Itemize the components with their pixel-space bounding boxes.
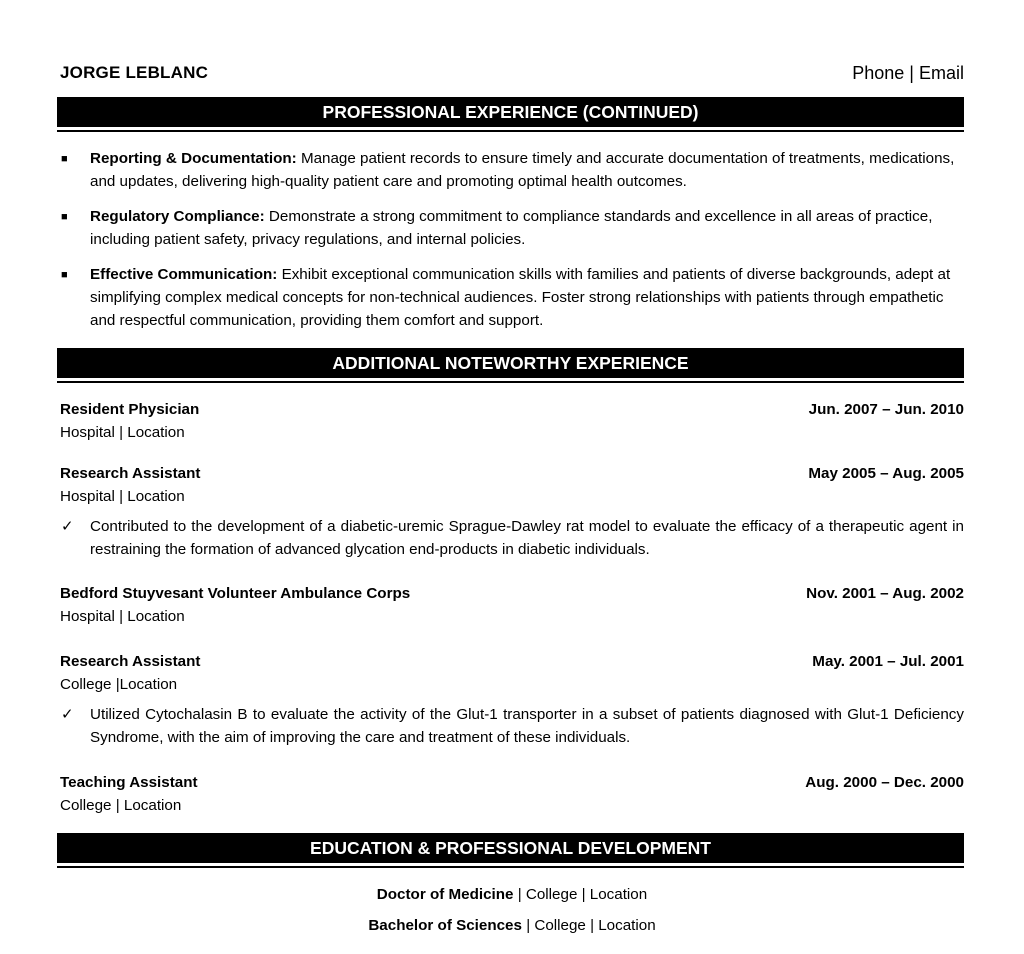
degree-name: Bachelor of Sciences [368, 917, 522, 934]
bullet-text: Demonstrate a strong commitment to compliance standards and excellence in all areas of practice, including patient safety, privacy regulations, and internal policies. [90, 208, 933, 248]
job-title: Research Assistant [60, 465, 201, 482]
resume-header [60, 60, 964, 86]
list-item [60, 147, 964, 193]
job-detail [60, 703, 964, 749]
bullet-label: Reporting & Documentation: [90, 150, 297, 167]
job-date: Aug. 2000 – Dec. 2000 [805, 774, 964, 791]
experience-bullet-list [60, 147, 964, 344]
job-place: Hospital | Location [60, 424, 185, 441]
section-heading-experience: PROFESSIONAL EXPERIENCE (CONTINUED) [57, 97, 964, 130]
degree-details: | College | Location [513, 886, 648, 903]
job-place: Hospital | Location [60, 488, 185, 505]
list-item [60, 263, 964, 332]
job-title: Teaching Assistant [60, 774, 198, 791]
job-title: Resident Physician [60, 401, 200, 418]
degree-name: Doctor of Medicine [376, 886, 514, 903]
bullet-label: Effective Communication: [90, 266, 278, 283]
job-entry [60, 771, 964, 817]
degree-details: | College | Location [521, 917, 656, 934]
section-heading-additional: ADDITIONAL NOTEWORTHY EXPERIENCE [57, 348, 964, 381]
job-place: Hospital | Location [60, 608, 185, 625]
square-bullet-icon: ■ [61, 269, 68, 281]
job-detail [60, 515, 964, 561]
job-detail-text: Contributed to the development of a diabetic-uremic Sprague-Dawley rat model to evaluate the efficacy of a therapeutic agent in restraining the formation of advanced glycation end-products in diabetic individuals. [90, 518, 964, 558]
education-entry [60, 883, 964, 906]
bullet-label: Regulatory Compliance: [90, 208, 265, 225]
checkmark-icon: ✓ [61, 518, 74, 535]
bullet-text: Manage patient records to ensure timely and accurate documentation of treatments, medications, and updates, delivering high-quality patient care and promoting optimal health outcomes. [90, 150, 955, 190]
contact-info: Phone | Email [852, 62, 964, 83]
job-entry [60, 398, 964, 444]
candidate-name: JORGE LEBLANC [60, 63, 209, 82]
job-place: College | Location [60, 797, 182, 814]
square-bullet-icon: ■ [61, 153, 68, 165]
education-entry [60, 914, 964, 937]
job-place: College |Location [60, 676, 178, 693]
checkmark-icon: ✓ [61, 706, 74, 723]
square-bullet-icon: ■ [61, 211, 68, 223]
job-title: Bedford Stuyvesant Volunteer Ambulance Corps [60, 585, 411, 602]
job-date: Nov. 2001 – Aug. 2002 [806, 585, 964, 602]
bullet-text: Exhibit exceptional communication skills with families and patients of diverse backgrounds, adept at simplifying complex medical concepts for non-technical audiences. Foster strong relationships with patients through empathetic and respectful communication, providing them comfort and support. [90, 266, 951, 329]
job-date: May 2005 – Aug. 2005 [808, 465, 964, 482]
list-item [60, 205, 964, 251]
job-date: May. 2001 – Jul. 2001 [812, 653, 964, 670]
section-heading-education: EDUCATION & PROFESSIONAL DEVELOPMENT [57, 833, 964, 866]
job-detail-text: Utilized Cytochalasin B to evaluate the activity of the Glut-1 transporter in a subset of patients diagnosed with Glut-1 Deficiency Syndrome, with the aim of improving the care and treatment of these individuals. [90, 706, 964, 746]
job-date: Jun. 2007 – Jun. 2010 [808, 401, 964, 418]
job-entry [60, 462, 964, 561]
job-entry [60, 582, 964, 628]
job-entry [60, 650, 964, 749]
job-title: Research Assistant [60, 653, 201, 670]
